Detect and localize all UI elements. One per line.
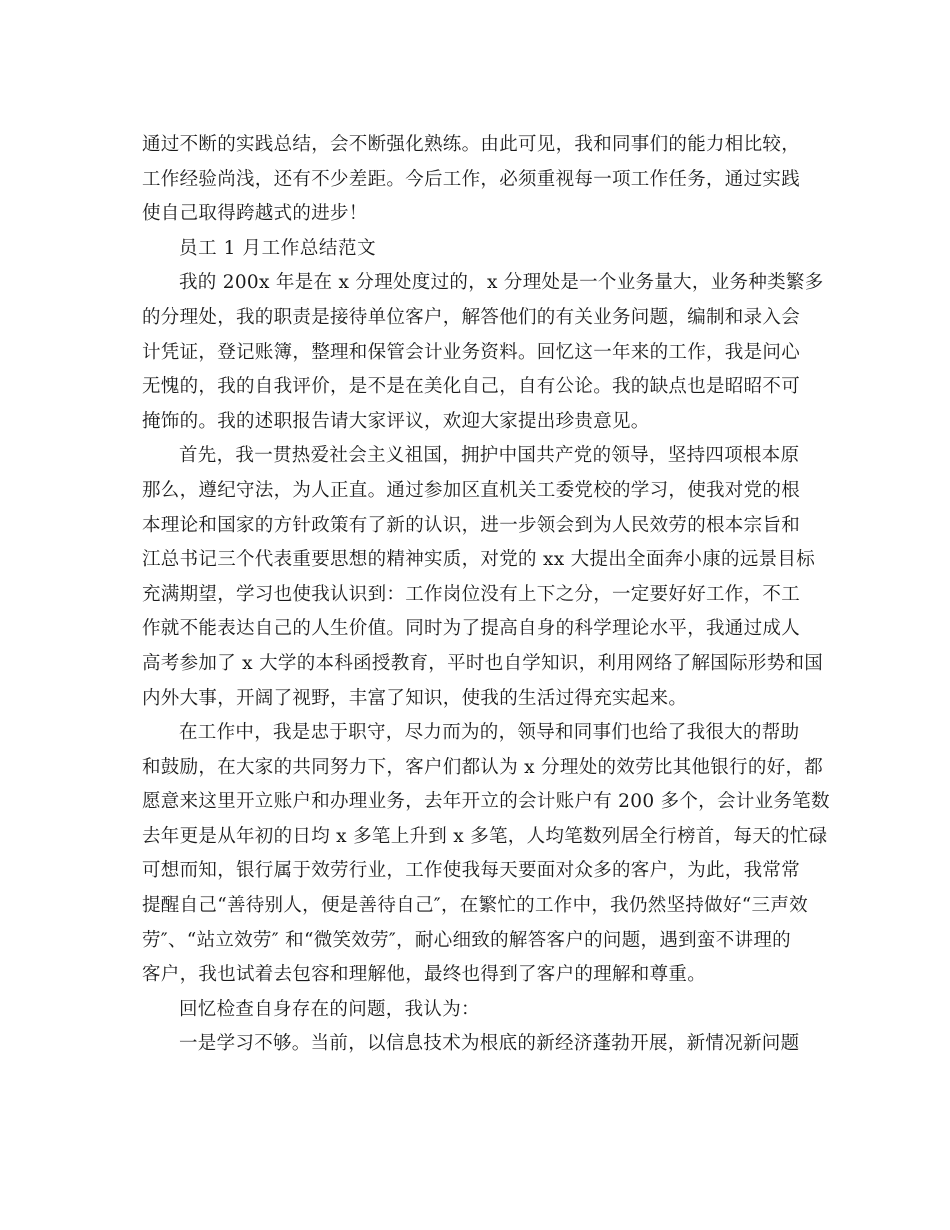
section-title: 员工 1 月工作总结范文 [179, 237, 377, 259]
text-line: 掩饰的。我的述职报告请大家评议，欢迎大家提出珍贵意见。 [142, 410, 650, 432]
text-line: 首先，我一贯热爱社会主义祖国，拥护中国共产党的领导，坚持四项根本原 [179, 445, 800, 467]
text-line: 无愧的，我的自我评价，是不是在美化自己，自有公论。我的缺点也是昭昭不可 [142, 376, 801, 398]
text-line: 工作经验尚浅，还有不少差距。今后工作，必须重视每一项工作任务，通过实践 [142, 168, 801, 190]
text-line: 本理论和国家的方针政策有了新的认识，进一步领会到为人民效劳的根本宗旨和 [142, 514, 801, 536]
text-line: 通过不断的实践总结，会不断强化熟练。由此可见，我和同事们的能力相比较， [142, 134, 801, 155]
text-line: 使自己取得跨越式的进步！ [142, 203, 368, 225]
text-line: 一是学习不够。当前，以信息技术为根底的新经济蓬勃开展，新情况新问题 [179, 1033, 800, 1055]
text-line: 计凭证，登记账簿，整理和保管会计业务资料。回忆这一年来的工作，我是问心 [142, 341, 801, 363]
text-line: 愿意来这里开立账户和办理业务，去年开立的会计账户有 200 多个，会计业务笔数 [142, 791, 830, 813]
text-line: 充满期望，学习也使我认识到：工作岗位没有上下之分，一定要好好工作，不工 [142, 583, 801, 605]
text-line: 回忆检查自身存在的问题，我认为： [179, 998, 480, 1020]
text-line: 那么，遵纪守法，为人正直。通过参加区直机关工委党校的学习，使我对党的根 [142, 479, 801, 501]
text-line: 劳″、“站立效劳″ 和“微笑效劳″，耐心细致的解答客户的问题，遇到蛮不讲理的 [142, 929, 791, 951]
text-line: 去年更是从年初的日均 x 多笔上升到 x 多笔，人均笔数列居全行榜首，每天的忙碌 [142, 825, 828, 847]
text-line: 客户，我也试着去包容和理解他，最终也得到了客户的理解和尊重。 [142, 964, 707, 986]
text-line: 内外大事，开阔了视野，丰富了知识，使我的生活过得充实起来。 [142, 687, 688, 709]
text-line: 可想而知，银行属于效劳行业，工作使我每天要面对众多的客户，为此，我常常 [142, 860, 801, 882]
text-line: 高考参加了 x 大学的本科函授教育，平时也自学知识，利用网络了解国际形势和国 [142, 652, 824, 674]
text-line: 江总书记三个代表重要思想的精神实质，对党的 xx 大提出全面奔小康的远景目标 [142, 549, 816, 571]
text-line: 作就不能表达自己的人生价值。同时为了提高自身的科学理论水平，我通过成人 [142, 618, 801, 640]
text-line: 的分理处，我的职责是接待单位客户，解答他们的有关业务问题，编制和录入会 [142, 306, 801, 328]
text-line: 提醒自己“善待别人，便是善待自己″，在繁忙的工作中，我仍然坚持做好“三声效 [142, 895, 808, 917]
text-line: 和鼓励，在大家的共同努力下，客户们都认为 x 分理处的效劳比其他银行的好，都 [142, 756, 824, 778]
document-body [142, 128, 830, 1062]
text-line: 我的 200x 年是在 x 分理处度过的，x 分理处是一个业务量大，业务种类繁多 [179, 272, 824, 294]
text-line: 在工作中，我是忠于职守，尽力而为的，领导和同事们也给了我很大的帮助 [179, 722, 800, 744]
